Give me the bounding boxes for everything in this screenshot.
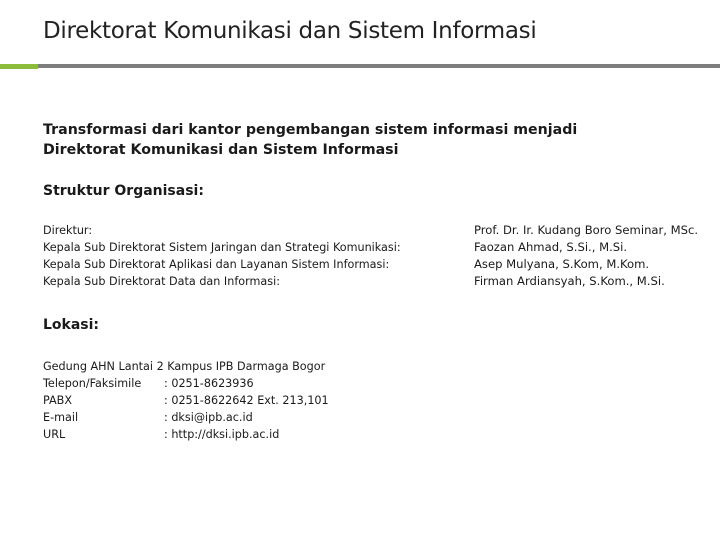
contact-row-url [43, 426, 329, 443]
name-direktur: Prof. Dr. Ir. Kudang Boro Seminar, MSc. [474, 223, 699, 237]
role-kasubdit-jaringan: Kepala Sub Direktorat Sistem Jaringan dan Strategi Komunikasi: [43, 241, 401, 254]
role-kasubdit-aplikasi: Kepala Sub Direktorat Aplikasi dan Layanan Sistem Informasi: [43, 258, 390, 271]
name-kasubdit-aplikasi: Asep Mulyana, S.Kom, M.Kom. [474, 257, 650, 271]
contact-key: E-mail [43, 411, 79, 424]
intro-line-1: Transformasi dari kantor pengembangan sistem informasi menjadi [43, 122, 578, 138]
contact-row-phone [43, 375, 329, 392]
slide-title: Direktorat Komunikasi dan Sistem Informasi [43, 18, 537, 44]
contact-key: URL [43, 428, 66, 441]
contact-value: : 0251-8622642 Ext. 213,101 [164, 394, 329, 407]
intro-line-2: Direktorat Komunikasi dan Sistem Informasi [43, 142, 399, 158]
title-rule-accent [0, 64, 38, 69]
name-list [474, 222, 698, 290]
lokasi-label: Lokasi: [43, 317, 100, 333]
contact-value: : http://dksi.ipb.ac.id [164, 428, 280, 441]
role-kasubdit-data: Kepala Sub Direktorat Data dan Informasi: [43, 275, 280, 288]
location-block [43, 358, 329, 443]
role-direktur: Direktur: [43, 224, 93, 237]
contact-value: : 0251-8623936 [164, 377, 254, 390]
contact-row-email [43, 409, 329, 426]
name-kasubdit-jaringan: Faozan Ahmad, S.Si., M.Si. [474, 240, 628, 254]
name-kasubdit-data: Firman Ardiansyah, S.Kom., M.Si. [474, 274, 665, 288]
address-line: Gedung AHN Lantai 2 Kampus IPB Darmaga Bogor [43, 360, 326, 373]
struktur-label: Struktur Organisasi: [43, 183, 204, 199]
contact-row-pabx [43, 392, 329, 409]
intro-heading [43, 120, 577, 160]
contact-key: Telepon/Faksimile [43, 377, 142, 390]
contact-key: PABX [43, 394, 73, 407]
contact-value: : dksi@ipb.ac.id [164, 411, 253, 424]
role-list [43, 222, 401, 290]
title-rule [38, 64, 720, 68]
